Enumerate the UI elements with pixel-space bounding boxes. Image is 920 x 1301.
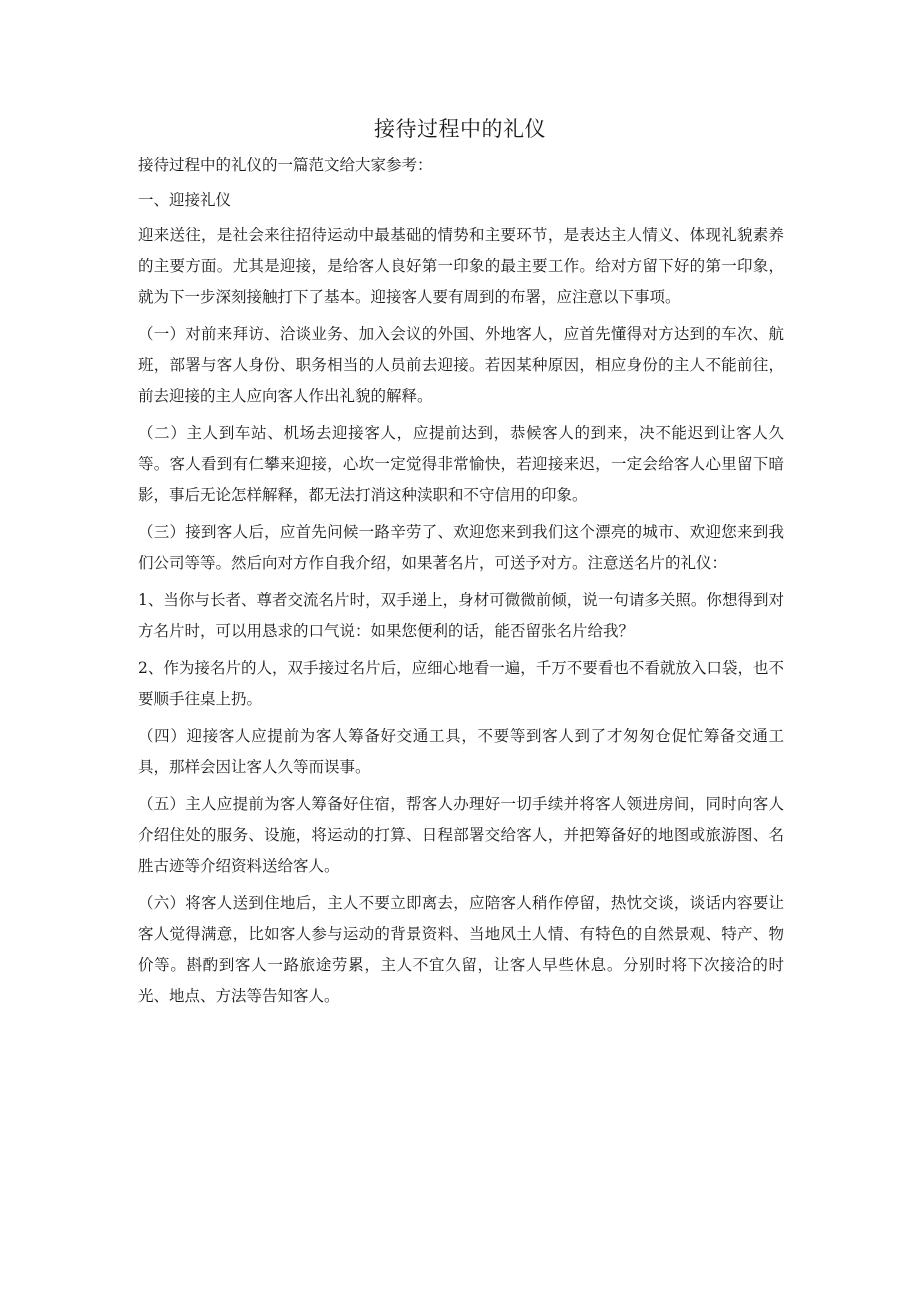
- body-paragraph: （二）主人到车站、机场去迎接客人，应提前达到，恭候客人的到来，决不能迟到让客人久等。客人看到有仁攀来迎接，心坎一定觉得非常愉快，若迎接来迟，一定会给客人心里留下暗影，事后无论怎样解释，都无法打消这种渎职和不守信用的印象。: [138, 424, 784, 504]
- body-paragraph: （六）将客人送到住地后，主人不要立即离去，应陪客人稍作停留，热忱交谈，谈话内容要让客人觉得满意，比如客人参与运动的背景资料、当地风土人情、有特色的自然景观、特产、物价等。斟酌到客人一路旅途劳累，主人不宜久留，让客人早些休息。分别时将下次接洽的时光、地点、方法等告知客人。: [138, 894, 784, 1005]
- intro-paragraph: 接待过程中的礼仪的一篇范文给大家参考：: [138, 156, 433, 174]
- body-paragraph: 2、作为接名片的人，双手接过名片后，应细心地看一遍，千万不要看也不看就放入口袋，也不要顺手往桌上扔。: [138, 659, 784, 708]
- body-paragraph: （五）主人应提前为客人筹备好住宿，帮客人办理好一切手续并将客人领进房间，同时向客人介绍住处的服务、设施，将运动的打算、日程部署交给客人，并把筹备好的地图或旅游图、名胜古迹等介绍资料送给客人。: [138, 795, 784, 875]
- document-body: [138, 150, 784, 1018]
- document-title: 接待过程中的礼仪: [374, 117, 546, 141]
- body-paragraph: （四）迎接客人应提前为客人筹备好交通工具，不要等到客人到了才匆匆仓促忙筹备交通工具，那样会因让客人久等而误事。: [138, 727, 784, 776]
- body-paragraph: （三）接到客人后，应首先问候一路辛劳了、欢迎您来到我们这个漂亮的城市、欢迎您来到我们公司等等。然后向对方作自我介绍，如果著名片，可送予对方。注意送名片的礼仪：: [138, 523, 784, 572]
- body-paragraph: 1、当你与长者、尊者交流名片时，双手递上，身材可微微前倾，说一句请多关照。你想得到对方名片时，可以用恳求的口气说：如果您便利的话，能否留张名片给我？: [138, 591, 784, 640]
- section-heading: 一、迎接礼仪: [138, 191, 232, 209]
- body-paragraph: 迎来送往，是社会来往招待运动中最基础的情势和主要环节，是表达主人情义、体现礼貌素养的主要方面。尤其是迎接，是给客人良好第一印象的最主要工作。给对方留下好的第一印象，就为下一步深刻接触打下了基本。迎接客人要有周到的布署，应注意以下事项。: [138, 226, 784, 306]
- body-paragraph: （一）对前来拜访、洽谈业务、加入会议的外国、外地客人，应首先懂得对方达到的车次、航班，部署与客人身份、职务相当的人员前去迎接。若因某种原因，相应身份的主人不能前往，前去迎接的主人应向客人作出礼貌的解释。: [138, 325, 784, 405]
